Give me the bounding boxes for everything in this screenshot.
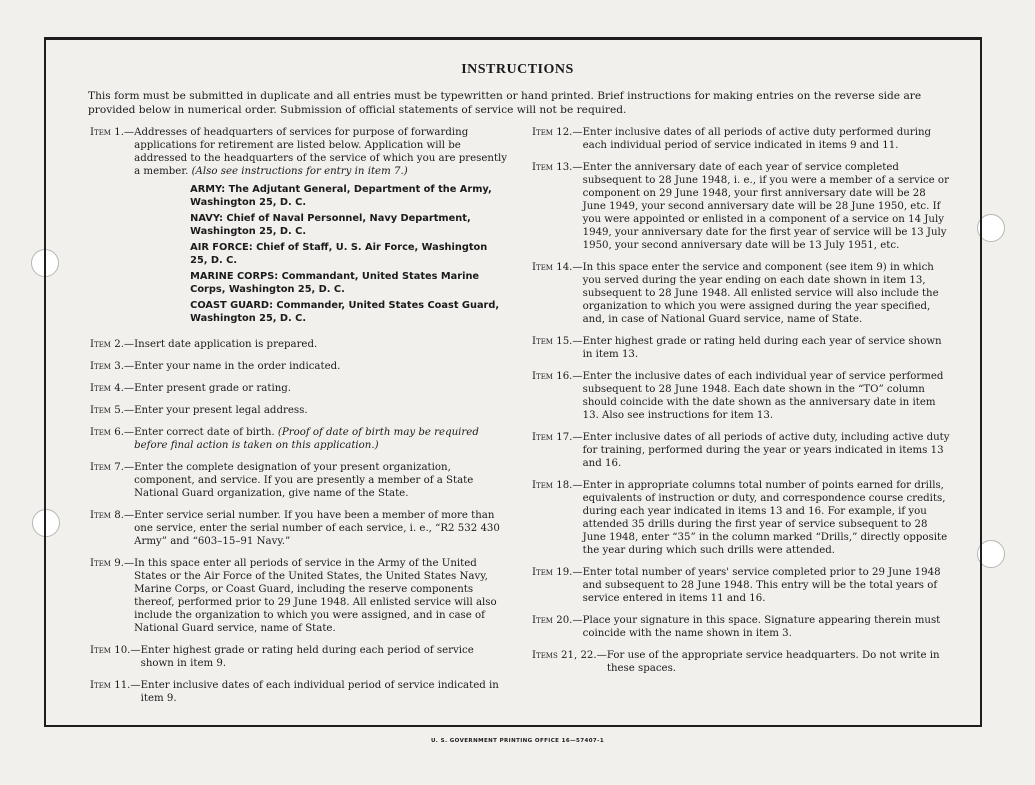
item-13: Item 13.— Enter the anniversary date of each year of service completed subsequent to 28 June 1948, i. e., if you were a member of a service or component on 29 June 1948, your first anniversary date will be 28 June 1949, your second anniversary date will be 28 June 1950, etc. If you were appointed or enlisted in a component of a service on 14 July 1949, your anniversary date for the first year of service will be 13 July 1950, your second anniversary date will be 13 July 1951, etc.	[532, 162, 949, 251]
item-18: Item 18.— Enter in appropriate columns total number of points earned for drills, equivalents of instruction or duty, and correspondence course credits, during each year indicated in items 13 and 16. For example, if you attended 35 drills during the first year of service subsequent to 28 June 1948, enter “35” in the column marked “Drills,” directly opposite the year during which such drills were attended.	[532, 480, 948, 556]
address-coast-guard: COAST GUARD: Commander, United States Coast Guard, Washington 25, D. C.	[190, 300, 500, 324]
address-navy: NAVY: Chief of Naval Personnel, Navy Department, Washington 25, D. C.	[190, 213, 471, 237]
item-14: Item 14.— In this space enter the service and component (see item 9) in which you served during the year ending on each date shown in item 13, subsequent to 28 June 1948. All enlisted service will also include the organization to which you were assigned during the year specified, and, in case of National Guard service, name of State.	[532, 262, 939, 325]
item-note: (Proof of date of birth may be required before final action is taken on this application.)	[134, 427, 479, 451]
item-4: Item 4.— Enter present grade or rating.	[90, 383, 292, 394]
item-1	[90, 126, 508, 329]
item-10: Item 10.— Enter highest grade or rating held during each period of service shown in item 9.	[90, 645, 474, 669]
address-army: ARMY: The Adjutant General, Department of the Army, Washington 25, D. C.	[190, 184, 492, 208]
address-marine-corps: MARINE CORPS: Commandant, United States Marine Corps, Washington 25, D. C.	[190, 271, 480, 295]
left-column	[90, 126, 508, 714]
printing-office-footer: U. S. GOVERNMENT PRINTING OFFICE 16—57407-1	[430, 738, 605, 744]
items-21-22: Items 21, 22.— For use of the appropriate service headquarters. Do not write in these spaces.	[532, 650, 940, 674]
item-16: Item 16.— Enter the inclusive dates of each individual year of service performed subsequent to 28 June 1948. Each date shown in the “TO” column should coincide with the date shown as the anniversary date in item 13. Also see instructions for item 13.	[532, 371, 944, 421]
address-list	[190, 184, 508, 325]
item-5: Item 5.— Enter your present legal address.	[90, 405, 308, 416]
item-12: Item 12.— Enter inclusive dates of all periods of active duty performed during each individual period of service indicated in items 9 and 11.	[532, 127, 932, 151]
right-column	[532, 126, 950, 684]
item-19: Item 19.— Enter total number of years' service completed prior to 29 June 1948 and subsequent to 28 June 1948. This entry will be the total years of service entered in items 11 and 16.	[532, 567, 941, 604]
item-8: Item 8.— Enter service serial number. If you have been a member of more than one service, enter the serial number of each service, i. e., “R2 532 430 Army” and “603–15–91 Navy.”	[90, 510, 500, 547]
item-7: Item 7.— Enter the complete designation of your present organization, component, and service. If you are presently a member of a State National Guard organization, give name of the State.	[90, 462, 474, 499]
item-label: Item 1.—	[90, 127, 135, 138]
item-6: Item 6.— Enter correct date of birth. (Proof of date of birth may be required before final action is taken on this application.)	[90, 427, 479, 451]
item-2: Item 2.— Insert date application is prepared.	[90, 339, 318, 350]
item-3: Item 3.— Enter your name in the order indicated.	[90, 361, 341, 372]
item-note: (Also see instructions for entry in item 7.)	[191, 166, 408, 177]
item-9: Item 9.— In this space enter all periods of service in the Army of the United States or the Air Force of the United States, the United States Navy, Marine Corps, or Coast Guard, including the reserve components thereof, performed prior to 29 June 1948. All enlisted service will also include the organization to which you were assigned, and in case of National Guard service, name of State.	[90, 558, 497, 634]
intro-paragraph: This form must be submitted in duplicate and all entries must be typewritten or hand printed. Brief instructions for making entries on the reverse side are provided below in numerical order. Submission of official statements of service will not be required.	[88, 90, 922, 116]
address-air-force: AIR FORCE: Chief of Staff, U. S. Air Force, Washington 25, D. C.	[190, 242, 488, 266]
item-17: Item 17.— Enter inclusive dates of all periods of active duty, including active duty for training, performed during the year or years indicated in items 13 and 16.	[532, 432, 950, 469]
item-15: Item 15.— Enter highest grade or rating held during each year of service shown in item 13.	[532, 336, 942, 360]
item-text: Addresses of headquarters of services for purpose of forwarding applications for retirement are listed below. Application will be addressed to the headquarters of the service of which you are presently a member.	[134, 127, 508, 177]
page-title: INSTRUCTIONS	[461, 62, 574, 77]
item-20: Item 20.— Place your signature in this space. Signature appearing therein must coincide with the name shown in item 3.	[532, 615, 941, 639]
item-11: Item 11.— Enter inclusive dates of each individual period of service indicated in item 9.	[90, 680, 499, 704]
